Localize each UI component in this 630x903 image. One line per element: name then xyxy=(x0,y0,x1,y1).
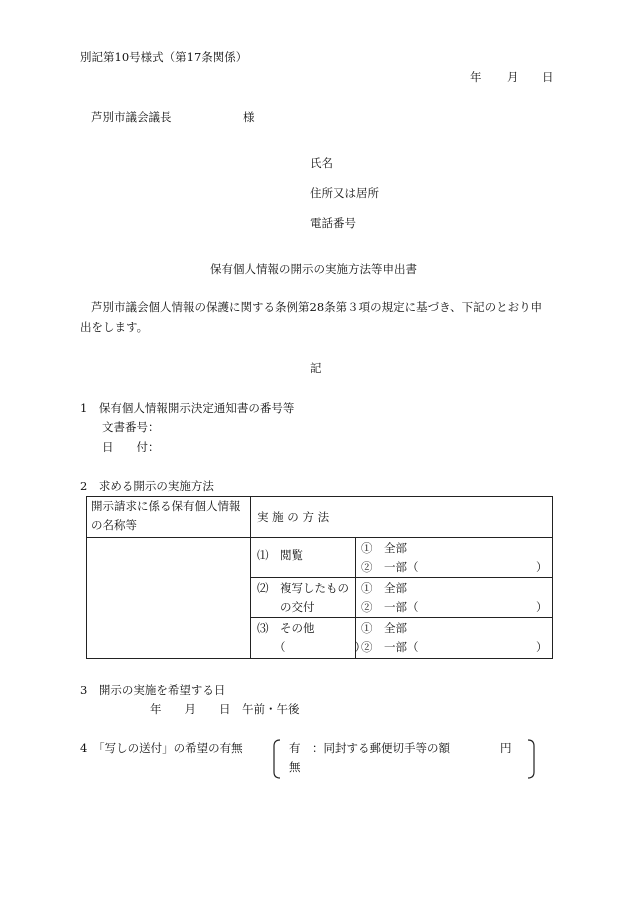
method-3-label-line2: （ ） xyxy=(274,640,366,654)
section1-date: 日 付： xyxy=(102,440,160,454)
section1-heading: 1 保有個人情報開示決定通知書の番号等 xyxy=(80,401,295,415)
date-year-label: 年 xyxy=(470,70,482,84)
date-month-label: 月 xyxy=(507,70,519,84)
section1-doc-number: 文書番号： xyxy=(102,420,160,434)
section4-heading: 4 「写しの送付」の希望の有無 xyxy=(80,741,243,755)
applicant-address-label: 住所又は居所 xyxy=(310,186,379,200)
method-1-option-part: ② 一部（ xyxy=(361,560,419,574)
section3-heading: 3 開示の実施を希望する日 xyxy=(80,683,226,697)
table-header-col1-line2: の名称等 xyxy=(91,518,137,532)
section2-heading: 2 求める開示の実施方法 xyxy=(80,479,214,493)
body-line-2: 出をします。 xyxy=(80,320,149,334)
method-2-close-paren: ） xyxy=(536,600,548,614)
applicant-phone-label: 電話番号 xyxy=(310,216,356,230)
method-2-label-line2: の交付 xyxy=(280,600,315,614)
method-3-label-line1: ⑶ その他 xyxy=(257,621,315,635)
section3-date-line: 年 月 日 午前・午後 xyxy=(150,702,300,716)
method-3-close-paren: ） xyxy=(536,640,548,654)
body-line-1: 芦別市議会個人情報の保護に関する条例第28条第３項の規定に基づき、下記のとおり申 xyxy=(91,300,543,314)
section4-option-yes: 有 ：同封する郵便切手等の額 xyxy=(289,741,450,755)
addressee-honorific: 様 xyxy=(243,110,255,124)
method-2-label-line1: ⑵ 複写したもの xyxy=(257,581,349,595)
section4-option-no: 無 xyxy=(289,760,301,774)
method-1-close-paren: ） xyxy=(536,560,548,574)
date-day-label: 日 xyxy=(542,70,554,84)
document-title: 保有個人情報の開示の実施方法等申出書 xyxy=(210,262,417,276)
table-header-col1-line1: 開示請求に係る保有個人情報 xyxy=(91,499,241,513)
ki-marker: 記 xyxy=(310,361,322,375)
form-id: 別記第10号様式（第17条関係） xyxy=(80,50,248,64)
method-2-option-all: ① 全部 xyxy=(361,581,407,595)
applicant-name-label: 氏名 xyxy=(310,156,333,170)
table-header-col2: 実 施 の 方 法 xyxy=(257,510,330,524)
addressee-name: 芦別市議会議長 xyxy=(91,110,172,124)
method-1-option-all: ① 全部 xyxy=(361,541,407,555)
method-3-option-all: ① 全部 xyxy=(361,621,407,635)
method-3-option-part: ② 一部（ xyxy=(361,640,419,654)
section4-yen: 円 xyxy=(500,741,512,755)
method-1-label: ⑴ 閲覧 xyxy=(257,548,303,562)
method-2-option-part: ② 一部（ xyxy=(361,600,419,614)
